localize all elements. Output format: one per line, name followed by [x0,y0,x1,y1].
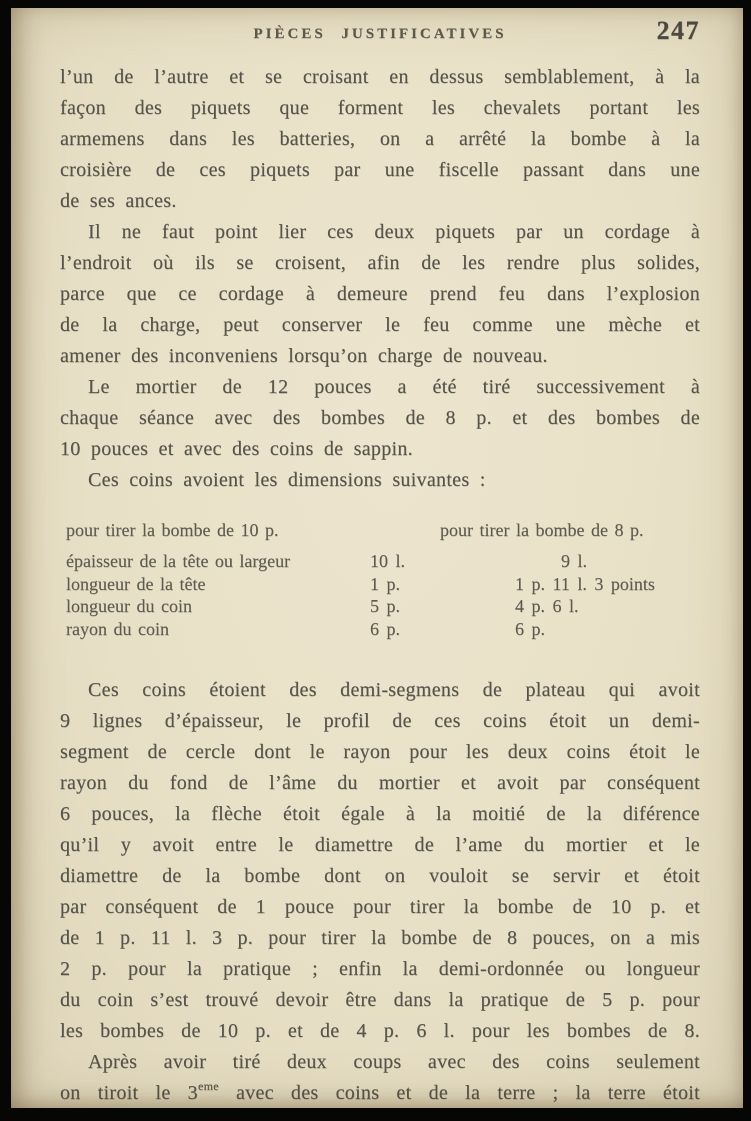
paragraph [60,465,700,496]
running-title: PIÈCES JUSTIFICATIVES [253,26,507,42]
paragraph [60,1047,700,1108]
text-line: diamettre de la bombe dont on vouloit se servir et étoit [60,865,700,887]
text-line: les bombes de 10 p. et de 4 p. 6 l. pour les bombes de 8. [60,1020,700,1042]
text-block-top [60,62,700,496]
text-line: Ces coins étoient des demi-segmens de plateau qui avoit [88,679,700,701]
table-row [60,595,700,618]
text-line: Il ne faut point lier ces deux piquets par un cordage à [88,221,700,243]
text-line: armemens dans les batteries, on a arrêté la bombe à la [60,128,700,150]
table-cell-value-10p: 5 p. [370,596,400,616]
paragraph [60,675,700,1047]
table-cell-value-10p: 10 l. [370,551,406,571]
text-line: Le mortier de 12 pouces a été tiré successivement à [88,376,700,398]
text-line: Après avoir tiré deux coups avec des coins seulement [88,1051,700,1073]
text-line: parce que ce cordage à demeure prend feu dans l’explosion [60,283,700,305]
table-cell-value-10p: 6 p. [370,618,400,639]
text-line [60,1078,700,1108]
table-header-right: pour tirer la bombe de 8 p. [440,520,644,540]
text-segment: on tiroit le 3 [60,1082,198,1104]
table-row [60,550,700,573]
table-cell-value-8p: 9 l. [561,551,588,571]
text-line: Ces coins avoient les dimensions suivantes : [88,469,486,491]
text-line: segment de cercle dont le rayon pour les deux coins étoit le [60,741,700,763]
table-row [60,618,700,641]
table-cell-value-8p: 4 p. 6 l. [515,596,579,616]
text-line: de la charge, peut conserver le feu comme une mèche et [60,314,700,336]
text-line: l’un de l’autre et se croisant en dessus semblablement, à la [60,66,700,88]
book-page [11,8,743,1108]
table-cell-label: longueur du coin [66,596,192,616]
table-rows [60,550,700,640]
table-cell-label: épaisseur de la tête ou largeur [66,551,291,571]
table-cell-value-8p: 1 p. 11 l. 3 points [515,573,655,594]
table-cell-label: longueur de la tête [66,573,206,594]
text-line: 2 p. pour la pratique ; enfin la demi-ordonnée ou longueur [60,958,700,980]
paragraph [60,62,700,217]
table-header [60,518,700,542]
table-cell-label: rayon du coin [66,618,169,639]
text-block-bottom [60,675,700,1108]
text-line: 9 lignes d’épaisseur, le profil de ces coins étoit un demi- [60,710,700,732]
text-line: amener des inconveniens lorsqu’on charge de nouveau. [60,345,548,367]
superscript: eme [197,1079,219,1094]
text-line: 10 pouces et avec des coins de sappin. [60,438,413,460]
text-line: par conséquent de 1 pouce pour tirer la bombe de 10 p. et [60,896,700,918]
paragraph [60,372,700,465]
paragraph [60,217,700,372]
text-line: du coin s’est trouvé devoir être dans la pratique de 5 p. pour [60,989,700,1011]
table-row [60,573,700,596]
table-header-left: pour tirer la bombe de 10 p. [66,520,279,540]
text-line: façon des piquets que forment les chevalets portant les [60,97,700,119]
page-number: 247 [656,16,700,45]
page-header [60,18,700,48]
table-cell-value-10p: 1 p. [370,573,400,594]
dimensions-table [60,518,700,640]
text-line: chaque séance avec des bombes de 8 p. et des bombes de [60,407,700,429]
text-line: l’endroit où ils se croisent, afin de les rendre plus solides, [60,252,700,274]
table-cell-value-8p: 6 p. [515,618,545,639]
text-line: de 1 p. 11 l. 3 p. pour tirer la bombe de 8 pouces, on a mis [60,927,700,949]
text-line: croisière de ces piquets par une fiscelle passant dans une [60,159,700,181]
text-line: 6 pouces, la flèche étoit égale à la moitié de la diférence [60,803,700,825]
text-line: rayon du fond de l’âme du mortier et avoit par conséquent [60,772,700,794]
text-line: qu’il y avoit entre le diamettre de l’ame du mortier et le [60,834,700,856]
text-line: de ses ances. [60,190,177,212]
text-segment: avec des coins et de la terre ; la terre étoit [218,1082,700,1104]
